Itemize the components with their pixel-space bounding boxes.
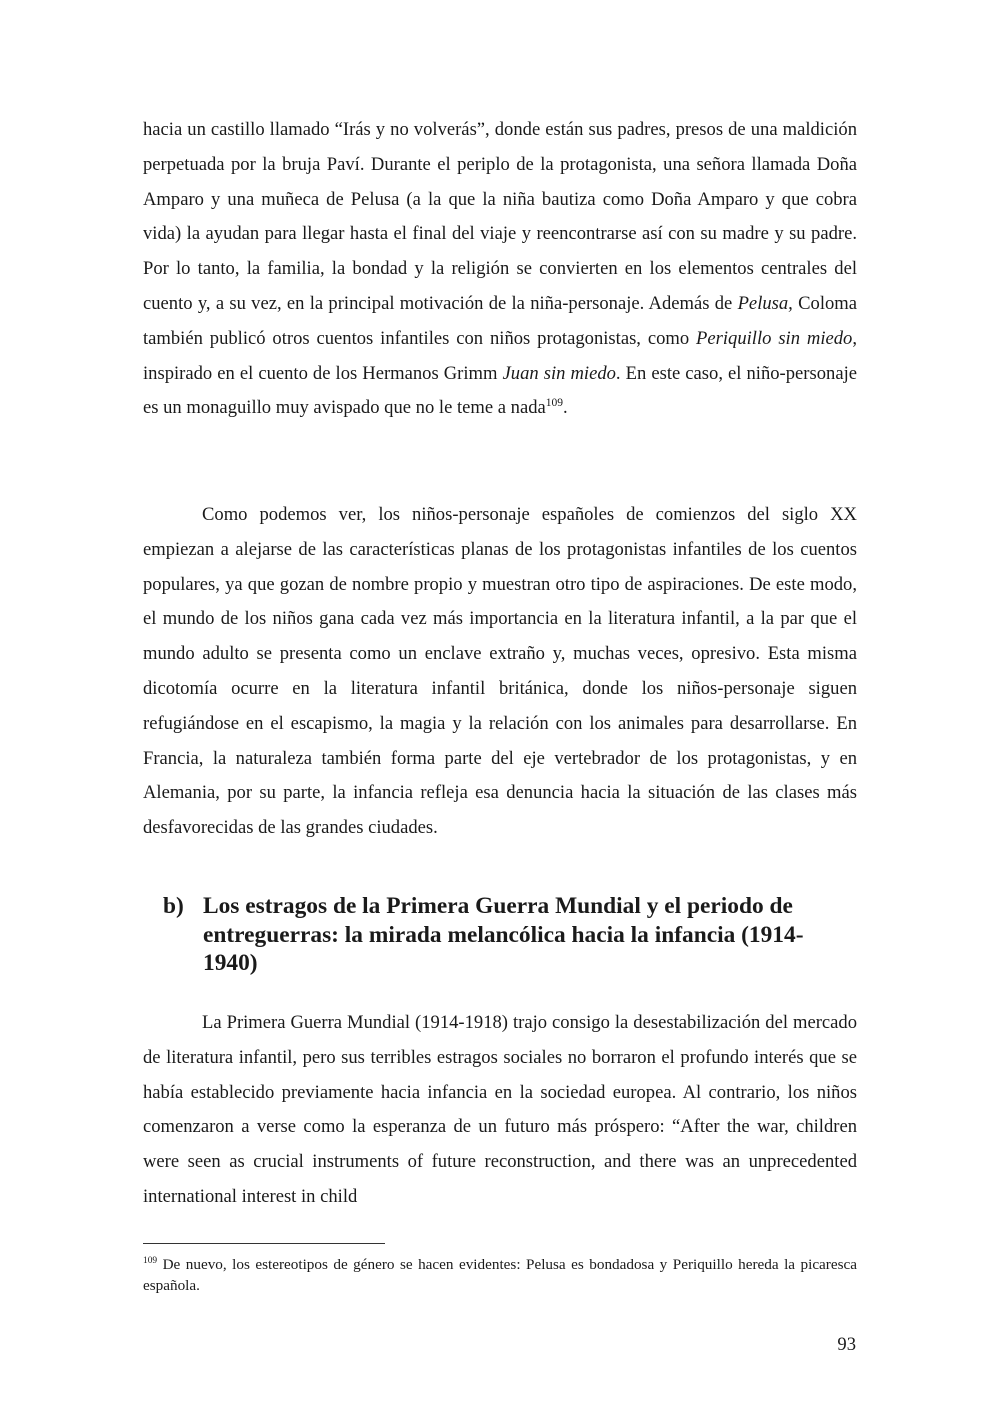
- italic-title-pelusa: Pelusa,: [737, 292, 793, 314]
- section-marker: b): [163, 893, 184, 919]
- footnote-number: 109: [143, 1256, 158, 1267]
- footnote-divider: [143, 1243, 385, 1244]
- footnote-text: De nuevo, los estereotipos de género se hacen evidentes: Pelusa es bondadosa y Periquillo hereda la picaresca española.: [143, 1256, 857, 1294]
- footnote-reference[interactable]: 109: [545, 397, 564, 410]
- paragraph-text: , inspirado en el cuento de los Hermanos Grimm: [143, 327, 857, 384]
- body-paragraph: [143, 1006, 857, 1215]
- paragraph-text: Coloma también publicó otros cuentos infantiles con niños protagonistas, como: [143, 292, 857, 349]
- section-heading-text: Los estragos de la Primera Guerra Mundial y el periodo de entreguerras: la mirada melancólica hacia la infancia (1914-1940): [203, 893, 804, 976]
- italic-title-periquillo: Periquillo sin miedo: [696, 327, 853, 349]
- paragraph-3: La Primera Guerra Mundial (1914-1918) trajo consigo la desestabilización del mercado de literatura infantil, pero sus terribles estragos sociales no borraron el profundo interés que se había establecido previamente hacia infancia en la sociedad europea. Al contrario, los niños comenzaron a verse como la esperanza de un futuro más próspero: “After the war, children were seen as crucial instruments of future reconstruction, and there was an unprecedented international interest in child: [143, 1012, 857, 1207]
- italic-title-juan-sin-miedo: Juan sin miedo: [502, 362, 616, 384]
- body-paragraph: [143, 498, 857, 846]
- page-number: 93: [837, 1334, 856, 1355]
- paragraph-text: hacia un castillo llamado “Irás y no volverás”, donde están sus padres, presos de una maldición perpetuada por la bruja Paví. Durante el periplo de la protagonista, una señora llamada Doña Amparo y una muñeca de Pelusa (a la que la niña bautiza como Doña Amparo y que cobra vida) la ayudan para llegar hasta el final del viaje y reencontrarse así con su madre y su padre. Por lo tanto, la familia, la bondad y la religión se convierten en los elementos centrales del cuento y, a su vez, en la principal motivación de la niña-personaje. Además de: [143, 119, 857, 314]
- paragraph-text: . En este caso, el niño-personaje es un monaguillo muy avispado que no le teme a nada: [143, 362, 857, 419]
- paragraph-text: .: [563, 397, 568, 419]
- body-paragraph: [143, 113, 857, 426]
- footnote: [143, 1255, 857, 1297]
- paragraph-2: Como podemos ver, los niños-personaje españoles de comienzos del siglo XX empiezan a alejarse de las características planas de los protagonistas infantiles de los cuentos populares, ya que gozan de nombre propio y muestran otro tipo de aspiraciones. De este modo, el mundo de los niños gana cada vez más importancia en la literatura infantil, a la par que el mundo adulto se presenta como un enclave extraño y, muchas veces, opresivo. Esta misma dicotomía ocurre en la literatura infantil británica, donde los niños-personaje siguen refugiándose en el escapismo, la magia y la relación con los animales para desarrollarse. En Francia, la naturaleza también forma parte del eje vertebrador de los protagonistas, y en Alemania, por su parte, la infancia refleja esa denuncia hacia la situación de las clases más desfavorecidas de las grandes ciudades.: [143, 504, 857, 839]
- paragraph-1: [143, 113, 857, 426]
- section-heading: [163, 892, 823, 978]
